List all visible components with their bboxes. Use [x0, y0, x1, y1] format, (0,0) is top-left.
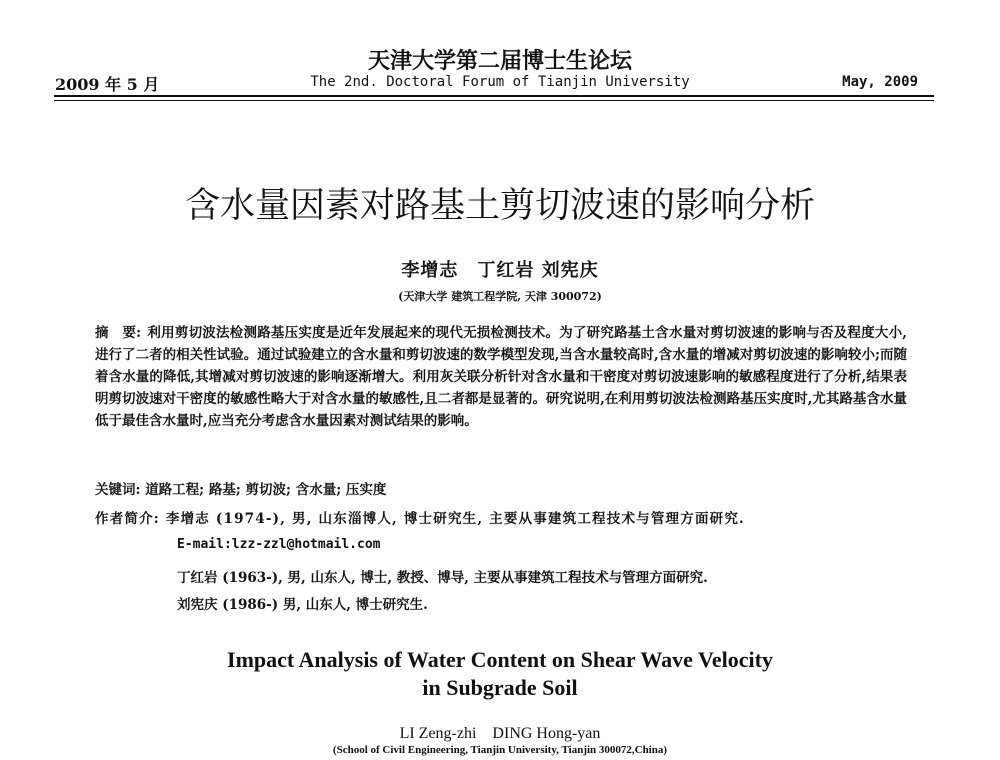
authors-en: LI Zeng-zhi DING Hong-yan [399, 725, 601, 742]
keywords [95, 478, 907, 498]
abstract-text: 利用剪切波法检测路基压实度是近年发展起来的现代无损检测技术。为了研究路基土含水量对剪切波速的影响与否及程度大小,进行了二者的相关性试验。通过试验建立的含水量和剪切波速的数学模型发现,当含水量较高时,含水量的增减对剪切波速的影响较小;而随着含水量的降低,其增减对剪切波速的影响逐渐增大。利用灰关联分析针对含水量和干密度对剪切波速影响的敏感程度进行了分析,结果表明剪切波速对干密度的敏感性略大于对含水量的敏感性,且二者都是显著的。研究说明,在利用剪切波法检测路基压实度时,尤其路基含水量低于最佳含水量时,应当充分考虑含水量因素对测试结果的影响。 [95, 325, 908, 429]
paper-title-en-line2: in Subgrade Soil [422, 675, 578, 700]
author-intro-label: 作者简介: [95, 511, 160, 527]
author-intro [95, 507, 925, 527]
paper-title-cn: 含水量因素对路基土剪切波速的影响分析 [184, 186, 815, 226]
author-email: E-mail:lzz-zzl@hotmail.com [177, 537, 381, 552]
issue-date-en: May, 2009 [842, 74, 918, 90]
affiliation-cn: (天津大学 建筑工程学院, 天津 300072) [398, 290, 602, 303]
authors-cn: 李增志 丁红岩 刘宪庆 [401, 260, 599, 281]
abstract-label: 摘 要: [95, 325, 142, 341]
abstract [95, 322, 907, 432]
paper-title-en [0, 646, 1000, 702]
journal-title-cn: 天津大学第二届博士生论坛 [367, 48, 632, 74]
affiliation-en: (School of Civil Engineering, Tianjin University, Tianjin 300072,China) [332, 744, 668, 756]
keywords-text: 道路工程; 路基; 剪切波; 含水量; 压实度 [145, 482, 387, 498]
author-intro-1: 李增志 (1974-), 男, 山东淄博人, 博士研究生, 主要从事建筑工程技术与管理方面研究. [165, 511, 745, 527]
journal-title-en: The 2nd. Doctoral Forum of Tianjin University [310, 74, 690, 90]
header-rule-thin [54, 100, 934, 101]
keywords-label: 关键词: [95, 482, 141, 498]
paper-title-en-line1: Impact Analysis of Water Content on Shear Wave Velocity [227, 647, 773, 672]
author-intro-3: 刘宪庆 (1986-) 男, 山东人, 博士研究生. [177, 597, 428, 613]
author-intro-2: 丁红岩 (1963-), 男, 山东人, 博士, 教授、博导, 主要从事建筑工程技术与管理方面研究. [177, 570, 708, 586]
header-rule-thick [54, 95, 934, 97]
issue-date-cn: 2009 年 5 月 [55, 75, 160, 94]
